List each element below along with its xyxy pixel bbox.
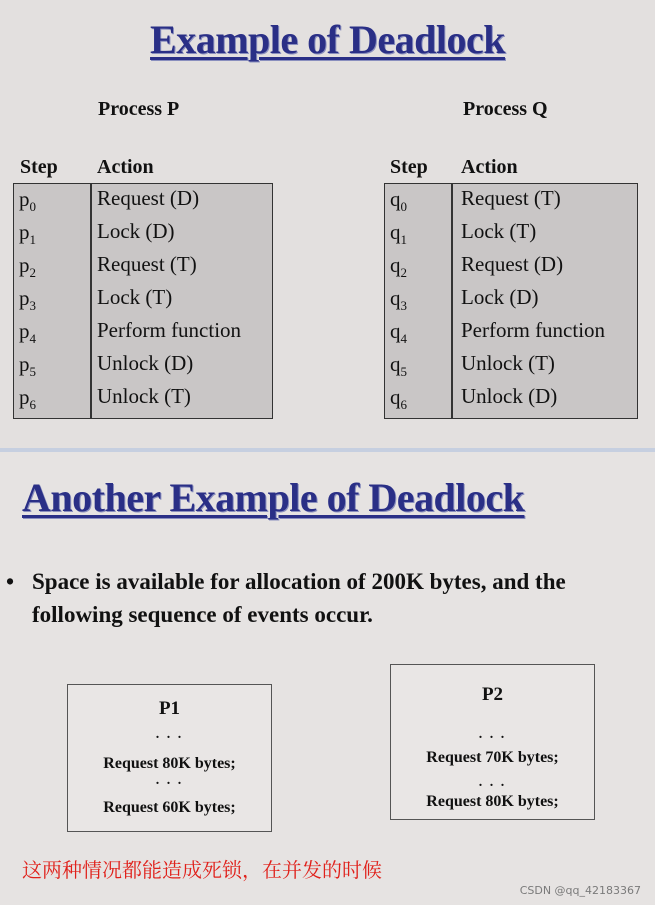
- process-p2-box: [390, 664, 595, 820]
- table-row: [385, 250, 637, 283]
- table-row: [385, 349, 637, 382]
- table-row: [14, 217, 272, 250]
- p1-dots-2: . . .: [155, 773, 184, 788]
- p2-request-1: Request 70K bytes;: [426, 749, 559, 766]
- p1-request-1: Request 80K bytes;: [103, 755, 236, 772]
- p2-dots-2: . . .: [478, 775, 507, 790]
- table-row: [14, 250, 272, 283]
- p2-request-2: Request 80K bytes;: [426, 793, 559, 810]
- table-row: [385, 382, 637, 415]
- action-cell: Lock (D): [97, 219, 175, 243]
- step-cell: $q_3$: [390, 286, 407, 314]
- step-cell: $p_0$: [19, 187, 36, 215]
- step-cell: $p_2$: [19, 253, 36, 281]
- step-cell: $p_5$: [19, 352, 36, 380]
- step-cell: $q_4$: [390, 319, 407, 347]
- action-cell: Unlock (T): [461, 351, 555, 375]
- bullet-content: Space is available for allocation of 200K bytes, and the following sequence of events occur.: [32, 569, 566, 627]
- p2-name: P2: [481, 684, 504, 705]
- step-cell: $q_1$: [390, 220, 407, 248]
- table-row: [385, 184, 637, 217]
- step-cell: $p_1$: [19, 220, 36, 248]
- action-cell: Lock (T): [97, 285, 173, 309]
- table-row: [14, 316, 272, 349]
- step-cell: $q_6$: [390, 385, 407, 413]
- step-cell: $q_0$: [390, 187, 407, 215]
- action-cell: Unlock (D): [97, 351, 194, 375]
- action-cell: Lock (T): [461, 219, 537, 243]
- step-cell: $p_6$: [19, 385, 36, 413]
- action-cell: Perform function: [461, 318, 606, 342]
- slide-deadlock-example: [0, 0, 655, 448]
- action-cell: Unlock (T): [97, 384, 191, 408]
- p1-dots-1: . . .: [155, 727, 184, 742]
- action-cell: Perform function: [97, 318, 242, 342]
- watermark: CSDN @qq_42183367: [519, 884, 641, 897]
- table-row: [385, 283, 637, 316]
- step-cell: $q_5$: [390, 352, 407, 380]
- table-row: [14, 382, 272, 415]
- process-p-label: Process P: [98, 98, 180, 120]
- process-p-table: [13, 183, 273, 419]
- action-cell: Unlock (D): [461, 384, 558, 408]
- process-q-label: Process Q: [463, 98, 548, 120]
- p1-request-2: Request 60K bytes;: [103, 799, 236, 816]
- action-cell: Request (T): [461, 186, 561, 210]
- process-p1-box: [67, 684, 272, 832]
- step-cell: $q_2$: [390, 253, 407, 281]
- table-row: [14, 349, 272, 382]
- slide-title-2: Another Example of Deadlock: [22, 475, 525, 520]
- action-cell: Request (D): [97, 186, 200, 210]
- table-row: [385, 316, 637, 349]
- slide-title: Example of Deadlock: [150, 17, 505, 62]
- action-cell: Request (D): [461, 252, 564, 276]
- table-row: [14, 283, 272, 316]
- bullet-text: [6, 565, 632, 631]
- action-cell: Request (T): [97, 252, 197, 276]
- annotation-note: 这两种情况都能造成死锁，在并发的时候: [22, 858, 382, 882]
- process-p-action-header: Action: [97, 156, 154, 178]
- bullet-icon: •: [6, 569, 15, 594]
- p1-name: P1: [158, 698, 181, 719]
- process-q-table: [384, 183, 638, 419]
- p2-dots-1: . . .: [478, 727, 507, 742]
- table-row: [385, 217, 637, 250]
- table-row: [14, 184, 272, 217]
- step-cell: $p_3$: [19, 286, 36, 314]
- process-q-step-header: Step: [390, 156, 428, 178]
- process-q-action-header: Action: [461, 156, 518, 178]
- step-cell: $p_4$: [19, 319, 36, 347]
- action-cell: Lock (D): [461, 285, 539, 309]
- process-p-step-header: Step: [20, 156, 58, 178]
